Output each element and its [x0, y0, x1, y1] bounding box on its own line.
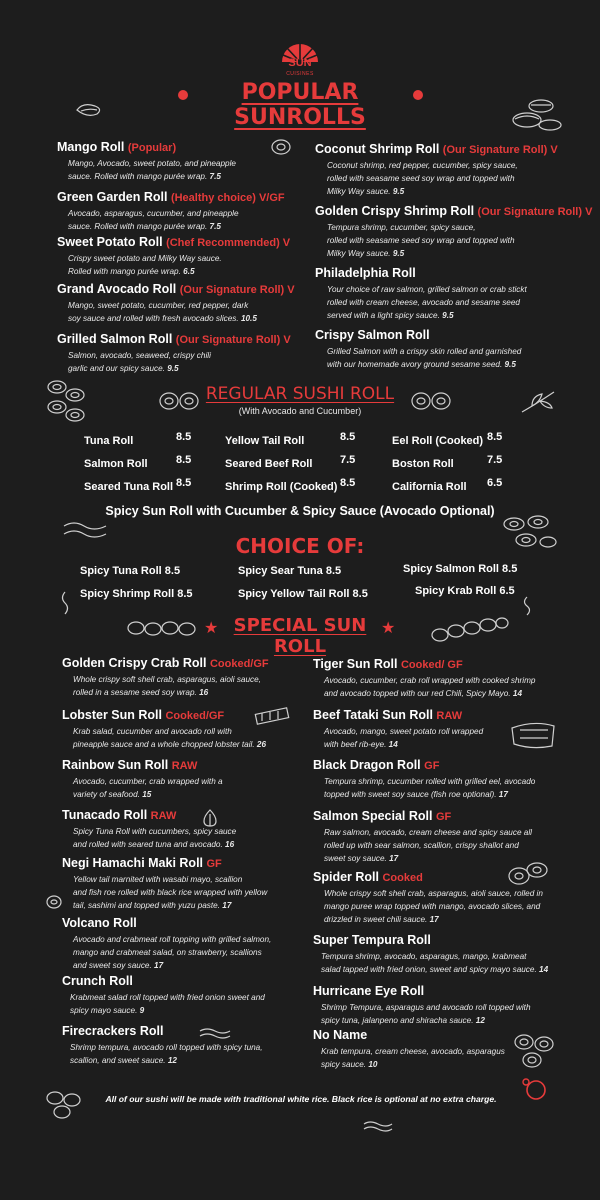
sushi-stack-icon	[44, 1088, 84, 1120]
footer-note: All of our sushi will be made with traditional white rice. Black rice is optional at no extra charge.	[105, 1094, 497, 1104]
garlic-icon	[200, 808, 220, 828]
item-tag: (Our Signature Roll) V	[179, 284, 295, 296]
spicy-item-price: 8.5	[164, 565, 181, 577]
menu-item	[57, 190, 307, 235]
menu-item	[315, 328, 595, 371]
item-desc: served with a light spicy sauce.	[327, 311, 440, 320]
regular-item-name: Shrimp Roll (Cooked)	[225, 481, 338, 493]
menu-item	[313, 758, 598, 809]
item-name: Tunacado Roll	[62, 808, 148, 822]
item-desc: sweet soy sauce.	[324, 854, 387, 863]
item-price: 26	[256, 740, 267, 749]
item-desc: sauce. Rolled with mango purée wrap.	[68, 172, 208, 181]
menu-item	[315, 142, 595, 204]
brand-sub: CUISINES	[286, 71, 314, 77]
nigiri-doodle-icon	[505, 95, 565, 135]
menu-item	[315, 266, 595, 328]
item-name: Crispy Salmon Roll	[315, 328, 430, 342]
chopsticks-icon	[252, 707, 292, 725]
item-name: Philadelphia Roll	[315, 266, 416, 280]
item-price: 17	[429, 915, 439, 924]
regular-item-price: 8.5	[340, 477, 356, 489]
item-desc: rolled with seasame seed soy wrap and topped with	[327, 236, 515, 245]
wave-icon	[62, 520, 108, 540]
item-desc: Grilled Salmon with a crispy skin rolled and garnished	[327, 347, 522, 356]
title-dot-left	[178, 90, 188, 100]
item-desc: Coconut shrimp, red pepper, cucumber, spicy sauce,	[327, 161, 518, 170]
menu-item	[313, 933, 598, 984]
item-desc: and fish roe rolled with black rice wrapped with yellow	[73, 888, 268, 897]
item-price: 17	[389, 854, 399, 863]
item-desc: Shrimp Tempura, asparagus and avocado roll topped with	[321, 1003, 531, 1012]
item-price: 9.5	[504, 360, 516, 369]
squiggle-icon	[520, 595, 534, 617]
item-desc: rolled up with sear salmon, scallion, crispy shallot and	[324, 841, 519, 850]
item-price: 17	[498, 790, 508, 799]
sushi-platter-icon	[498, 512, 558, 552]
item-name: Coconut Shrimp Roll	[315, 142, 440, 156]
item-name: Grand Avocado Roll	[57, 282, 177, 296]
menu-item	[62, 808, 312, 856]
item-desc: Shrimp tempura, avocado roll topped with spicy tuna,	[70, 1043, 263, 1052]
item-desc: Avocado, cucumber, crab wrapped with a	[73, 777, 223, 786]
regular-item-price: 6.5	[487, 477, 503, 489]
item-price: 16	[199, 688, 209, 697]
item-desc: variety of seafood.	[73, 790, 140, 799]
item-desc: Mango, Avocado, sweet potato, and pineapple	[68, 159, 236, 168]
popular-right-column	[315, 142, 595, 371]
item-desc: pineapple sauce and a whole chopped lobster tail.	[73, 740, 255, 749]
item-desc: spicy mayo sauce.	[70, 1006, 138, 1015]
menu-item	[62, 758, 312, 808]
sushi-stack-icon	[512, 1030, 558, 1070]
star-icon: ★	[381, 620, 396, 637]
item-name: Black Dragon Roll	[313, 758, 421, 772]
popular-title: POPULAR SUNROLLS	[234, 80, 366, 130]
item-desc: drizzled in sweet chili sauce.	[324, 915, 428, 924]
regular-item-name: Seared Beef Roll	[225, 458, 313, 470]
item-name: Super Tempura Roll	[313, 933, 431, 947]
item-desc: Avocado and crabmeat roll topping with grilled salmon,	[73, 935, 272, 944]
item-desc: Milky Way sauce.	[327, 249, 391, 258]
spicy-item-price: 8.5	[177, 588, 193, 600]
squiggle-icon	[58, 590, 72, 616]
sushi-rolls-icon	[158, 390, 202, 412]
menu-item	[313, 870, 598, 933]
item-desc: topped with sweet soy sauce (fish roe optional).	[324, 790, 497, 799]
menu-item	[313, 657, 598, 708]
item-name: Sweet Potato Roll	[57, 235, 163, 249]
item-tag: (Popular)	[127, 142, 177, 154]
sushi-rolls-icon	[410, 390, 454, 412]
item-name: Grilled Salmon Roll	[57, 332, 173, 346]
item-tag: Cooked/ GF	[400, 659, 463, 671]
item-desc: sauce. Rolled with mango purée wrap.	[68, 222, 208, 231]
item-desc: Spicy Tuna Roll with cucumbers, spicy sauce	[73, 827, 237, 836]
wave-icon	[198, 1027, 232, 1039]
item-price: 9.5	[167, 364, 179, 373]
item-tag: Cooked	[382, 872, 423, 884]
regular-item-name: Tuna Roll	[84, 435, 134, 447]
menu-item	[57, 235, 307, 282]
item-desc: Tempura shrimp, cucumber, spicy sauce,	[327, 223, 476, 232]
item-price: 9.5	[442, 311, 454, 320]
item-price: 17	[154, 961, 164, 970]
item-desc: Krabmeat salad roll topped with fried onion sweet and	[70, 993, 265, 1002]
item-desc: scallion, and sweet sauce.	[70, 1056, 166, 1065]
spicy-item-price: 8.5	[325, 565, 342, 577]
sushi-doodle-icon	[75, 100, 105, 120]
item-name: Golden Crispy Crab Roll	[62, 656, 207, 670]
item-desc: spicy tuna, jalanpeno and shiracha sauce.	[321, 1016, 474, 1025]
menu-item	[62, 974, 312, 1024]
item-name: Salmon Special Roll	[313, 809, 433, 823]
item-price: 14	[388, 740, 398, 749]
star-icon: ★	[204, 620, 219, 637]
menu-item	[313, 809, 598, 870]
item-tag: (Our Signature Roll) V	[477, 206, 593, 218]
spicy-item	[80, 565, 180, 577]
popular-left-column	[57, 140, 307, 375]
sushi-stack-icon	[42, 375, 92, 425]
regular-col-3	[392, 431, 512, 500]
regular-item-name: Seared Tuna Roll	[84, 481, 174, 493]
item-tag: GF	[206, 858, 222, 870]
spicy-item-price: 6.5	[499, 585, 515, 597]
item-price: 12	[475, 1016, 485, 1025]
menu-item	[315, 204, 595, 266]
item-tag: GF	[435, 811, 452, 823]
regular-item-name: Salmon Roll	[84, 458, 148, 470]
item-name: Spider Roll	[313, 870, 379, 884]
item-desc: Avocado, mango, sweet potato roll wrapped	[324, 727, 484, 736]
item-price: 14	[512, 689, 522, 698]
regular-item-price: 8.5	[487, 431, 503, 443]
item-price: 10	[368, 1060, 378, 1069]
item-price: 14	[539, 965, 549, 974]
regular-item-name: Eel Roll (Cooked)	[392, 435, 484, 447]
item-desc: and avocado topped with our red Chili, Spicy Mayo.	[324, 689, 511, 698]
brand-name: SUN	[288, 57, 312, 69]
regular-item-name: California Roll	[392, 481, 467, 493]
item-name: Hurricane Eye Roll	[313, 984, 425, 998]
item-price: 9.5	[392, 249, 405, 258]
red-circles-icon	[520, 1076, 550, 1102]
leaf-icon	[518, 388, 558, 416]
sushi-row-icon	[126, 617, 198, 639]
item-desc: with beef rib-eye.	[324, 740, 387, 749]
sushi-row-icon	[430, 615, 510, 645]
item-tag: GF	[424, 760, 440, 772]
item-desc: Tempura shrimp, cucumber rolled with grilled eel, avocado	[324, 777, 536, 786]
item-name: Negi Hamachi Maki Roll	[62, 856, 204, 870]
item-desc: and sweet soy sauce.	[73, 961, 152, 970]
item-price: 7.5	[209, 172, 221, 181]
item-name: Green Garden Roll	[57, 190, 168, 204]
item-name: Volcano Roll	[62, 916, 137, 930]
item-price: 15	[142, 790, 152, 799]
item-price: 17	[222, 901, 232, 910]
item-price: 9.5	[392, 187, 405, 196]
item-desc: Mango, sweet potato, cucumber, red pepper, dark	[68, 301, 249, 310]
wave-icon	[362, 1120, 394, 1132]
item-desc: Krab tempura, cream cheese, avocado, asparagus	[321, 1047, 505, 1056]
item-name: Mango Roll	[57, 140, 125, 154]
item-price: 16	[225, 840, 235, 849]
regular-item-price: 7.5	[340, 454, 356, 466]
item-desc: Avocado, asparagus, cucumber, and pineapple	[68, 209, 239, 218]
item-name: Golden Crispy Shrimp Roll	[315, 204, 475, 218]
regular-col-1	[84, 431, 194, 500]
regular-item-price: 7.5	[487, 454, 503, 466]
sushi-pair-icon	[505, 860, 551, 888]
item-desc: mango puree wrap topped with mango, avocado slices, and	[324, 902, 541, 911]
spicy-item-price: 8.5	[502, 563, 518, 575]
item-desc: Yellow tail marnited with wasabi mayo, scallion	[73, 875, 243, 884]
regular-item-name: Boston Roll	[392, 458, 454, 470]
regular-item-price: 8.5	[340, 431, 356, 443]
spicy-item	[403, 563, 517, 575]
spicy-item	[415, 585, 515, 597]
item-desc: tail, sashimi and topped with yuzu paste.	[73, 901, 221, 910]
spicy-item-price: 8.5	[352, 588, 368, 600]
item-desc: Whole crispy soft shell crab, asparagus, aioli sauce, rolled in	[324, 889, 543, 898]
item-desc: Avocado, cucumber, crab roll wrapped with cooked shrimp	[324, 676, 536, 685]
item-desc: rolled with cream cheese, avocado and sesame seed	[327, 298, 520, 307]
spicy-item-name: Spicy Krab Roll	[415, 585, 497, 597]
item-price: 10.5	[240, 314, 257, 323]
spicy-item-name: Spicy Sear Tuna	[238, 565, 323, 577]
item-price: 6.5	[183, 267, 195, 276]
item-name: Crunch Roll	[62, 974, 133, 988]
spicy-item-name: Spicy Yellow Tail Roll	[238, 588, 350, 600]
item-desc: garlic and our spicy sauce.	[68, 364, 165, 373]
item-tag: (Our Signature Roll) V	[442, 144, 558, 156]
menu-item	[62, 1024, 312, 1067]
item-desc: Whole crispy soft shell crab, asparagus, aioli sauce,	[73, 675, 261, 684]
item-price: 12	[167, 1056, 177, 1065]
menu-item	[62, 916, 312, 974]
item-tag: Cooked/GF	[165, 710, 225, 722]
regular-item-name: Yellow Tail Roll	[225, 435, 305, 447]
regular-item-price: 8.5	[176, 431, 192, 443]
regular-subtitle: (With Avocado and Cucumber)	[238, 406, 362, 416]
menu-item	[313, 984, 598, 1028]
item-name: Tiger Sun Roll	[313, 657, 398, 671]
item-tag: (Healthy choice) V/GF	[170, 192, 285, 204]
item-desc: and rolled with seared tuna and avocado.	[73, 840, 223, 849]
item-desc: with our homemade avory ground sesame seed.	[327, 360, 503, 369]
regular-col-2	[225, 431, 365, 500]
fish-icon	[508, 718, 560, 752]
spicy-item	[80, 588, 193, 600]
item-desc: soy sauce and rolled with fresh avocado slices.	[68, 314, 239, 323]
sushi-roll-icon	[270, 138, 292, 156]
item-tag: RAW	[150, 810, 177, 822]
item-name: Rainbow Sun Roll	[62, 758, 169, 772]
menu-item	[57, 332, 307, 375]
item-desc: Crispy sweet potato and Milky Way sauce.	[68, 254, 222, 263]
menu-item	[62, 856, 312, 916]
item-desc: Milky Way sauce.	[327, 187, 391, 196]
item-tag: Cooked/GF	[209, 658, 269, 670]
item-price: 7.5	[209, 222, 221, 231]
item-desc: Salmon, avocado, seaweed, crispy chili	[68, 351, 211, 360]
menu-item	[62, 656, 312, 708]
item-desc: rolled with seasame seed soy wrap and topped with	[327, 174, 515, 183]
regular-title: REGULAR SUSHI ROLL	[205, 384, 395, 404]
item-name: Firecrackers Roll	[62, 1024, 164, 1038]
menu-item	[57, 282, 307, 332]
spicy-item-name: Spicy Tuna Roll	[80, 565, 162, 577]
item-name: Lobster Sun Roll	[62, 708, 162, 722]
item-name: Beef Tataki Sun Roll	[313, 708, 433, 722]
choice-title: CHOICE OF:	[235, 534, 365, 558]
sushi-roll-icon	[44, 892, 64, 912]
special-title: SPECIAL SUN ROLL	[233, 615, 367, 657]
item-desc: Tempura shrimp, avocado, asparagus, mango, krabmeat	[321, 952, 527, 961]
spicy-item	[238, 588, 368, 600]
regular-item-price: 8.5	[176, 477, 192, 489]
item-name: No Name	[313, 1028, 368, 1042]
item-desc: Raw salmon, avocado, cream cheese and spicy sauce all	[324, 828, 532, 837]
item-tag: (Chef Recommended) V	[166, 237, 291, 249]
item-desc: Rolled with mango purée wrap.	[68, 267, 181, 276]
item-desc: spicy sauce.	[321, 1060, 367, 1069]
regular-item-price: 8.5	[176, 454, 192, 466]
item-desc: mango and crabmeat salad, on strawberry, scallions	[73, 948, 262, 957]
item-tag: RAW	[171, 760, 198, 772]
item-desc: rolled in a sesame seed soy wrap.	[73, 688, 197, 697]
spicy-item	[238, 565, 341, 577]
spicy-heading: Spicy Sun Roll with Cucumber & Spicy Sauce (Avocado Optional)	[105, 504, 495, 518]
item-tag: (Our Signature Roll) V	[175, 334, 291, 346]
item-desc: Your choice of raw salmon, grilled salmon or crab stickt	[327, 285, 527, 294]
item-tag: RAW	[436, 710, 463, 722]
item-desc: salad tapped with fried onion, sweet and spicy mayo sauce.	[321, 965, 537, 974]
title-dot-right	[413, 90, 423, 100]
spicy-item-name: Spicy Salmon Roll	[403, 563, 499, 575]
spicy-item-name: Spicy Shrimp Roll	[80, 588, 175, 600]
item-price: 9	[139, 1006, 145, 1015]
item-desc: Krab salad, cucumber and avocado roll with	[73, 727, 232, 736]
